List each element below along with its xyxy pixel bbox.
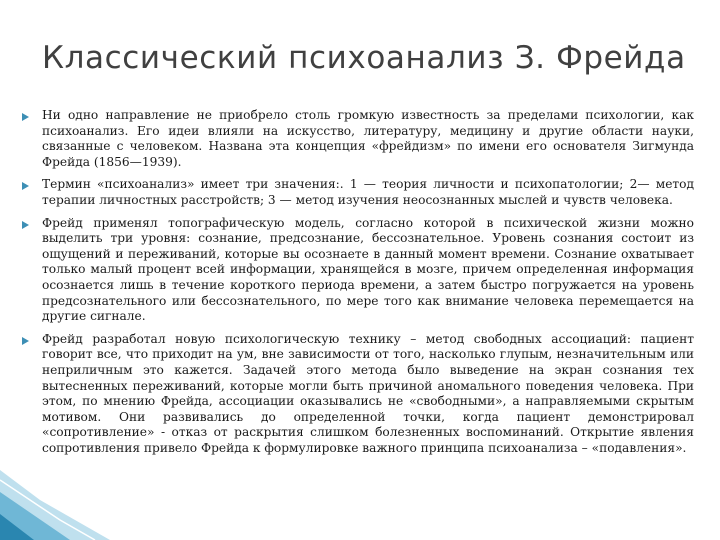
- bullet-arrow-icon: [22, 221, 29, 229]
- bullet-list: [22, 108, 694, 463]
- bullet-text: Термин «психоанализ» имеет три значения:. 1 — теория личности и психопатологии; 2— метод терапии личностных расстройств; 3 — метод изучения неосознанных мыслей и чувств человека.: [42, 177, 694, 207]
- bullet-arrow-icon: [22, 113, 29, 121]
- bullet-text: Фрейд разработал новую психологическую технику – метод свободных ассоциаций: пациент говорит все, что приходит на ум, вне зависимости от того, насколько глупым, незначительным или неприличным это кажется. Задачей этого метода было выведение на экран сознания тех вытесненных переживаний, которые могли быть причиной аномального поведения человека. При этом, по мнению Фрейда, ассоциации оказывались не «свободными», а направляемыми скрытым мотивом. Они развивались до определенной точки, когда пациент демонстрировал «сопротивление» - отказ от раскрытия слишком болезненных воспоминаний. Открытие явления сопротивления привело Фрейда к формулировке важного принципа психоанализа – «подавления».: [42, 331, 694, 455]
- bullet-text: Фрейд применял топографическую модель, согласно которой в психической жизни можно выделить три уровня: сознание, предсознание, бессознательное. Уровень сознания состоит из ощущений и переживаний, которые вы осознаете в данный момент времени. Сознание охватывает только малый процент всей информации, хранящейся в мозге, причем определенная информация осознается лишь в течение короткого периода времени, а затем быстро погружается на уровень предсознательного или бессознательного, по мере того как внимание человека перемещается на другие сигнале.: [42, 215, 694, 324]
- bullet-item: [22, 216, 694, 325]
- decorative-wave-corner: [0, 430, 720, 540]
- bullet-arrow-icon: [22, 182, 29, 190]
- bullet-item: [22, 108, 694, 170]
- bullet-item: [22, 177, 694, 208]
- slide-title: Классический психоанализ З. Фрейда: [42, 40, 686, 76]
- bullet-text: Ни одно направление не приобрело столь громкую известность за пределами психологии, как психоанализ. Его идеи влияли на искусство, литературу, медицину и другие области науки, связанные с человеком. Названа эта концепция «фрейдизм» по имени его основателя Зигмунда Фрейда (1856—1939).: [42, 108, 694, 169]
- bullet-arrow-icon: [22, 337, 29, 345]
